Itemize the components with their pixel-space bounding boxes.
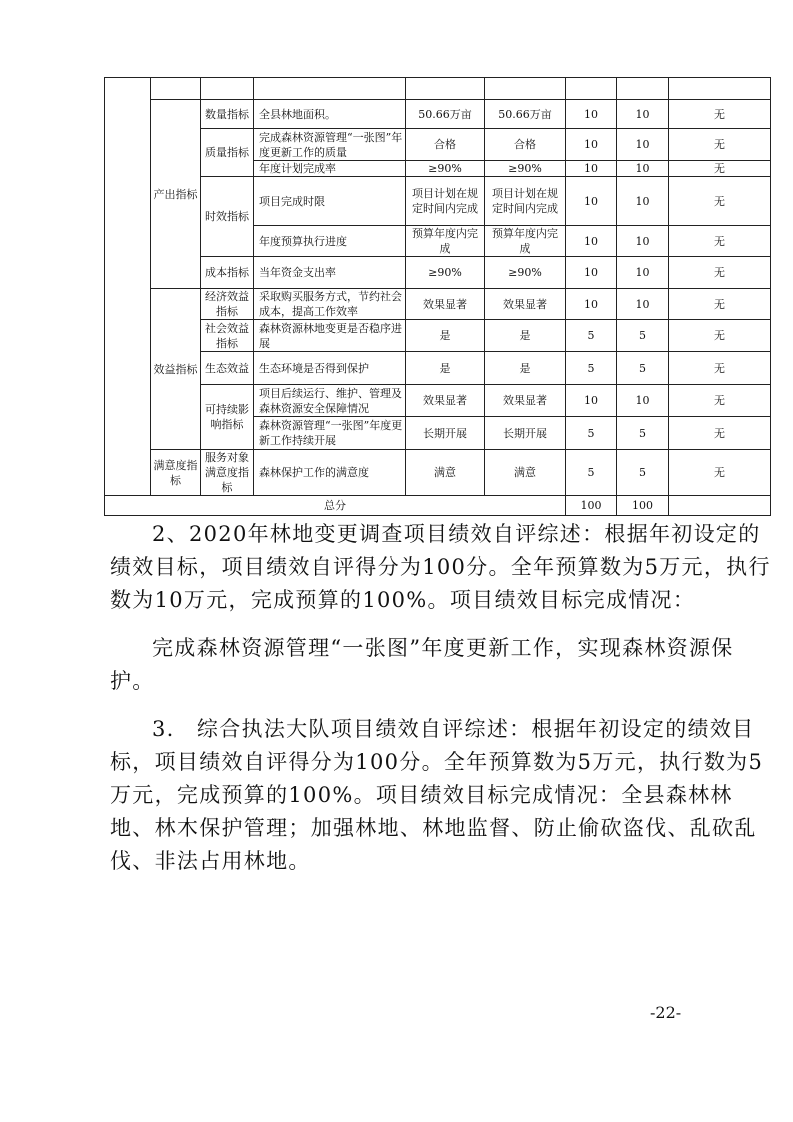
target: 效果显著 <box>406 385 485 417</box>
actual: 是 <box>485 352 566 385</box>
score: 5 <box>617 320 669 352</box>
note: 无 <box>669 161 771 177</box>
note: 无 <box>669 177 771 226</box>
indicator: 全县林地面积。 <box>254 100 406 129</box>
score: 10 <box>617 289 669 320</box>
indicator: 年度计划完成率 <box>254 161 406 177</box>
table-row <box>105 450 771 496</box>
table-row <box>105 100 771 129</box>
score: 5 <box>617 417 669 450</box>
weight: 10 <box>566 257 617 289</box>
weight: 5 <box>566 417 617 450</box>
note: 无 <box>669 257 771 289</box>
actual: 项目计划在规定时间内完成 <box>485 177 566 226</box>
indicator: 完成森林资源管理“一张图”年度更新工作的质量 <box>254 129 406 161</box>
page-number: -22- <box>650 1003 682 1022</box>
target: 预算年度内完成 <box>406 226 485 257</box>
target: 是 <box>406 352 485 385</box>
indicator: 年度预算执行进度 <box>254 226 406 257</box>
target: 50.66万亩 <box>406 100 485 129</box>
actual: 满意 <box>485 450 566 496</box>
paragraph-enforcement: 3. 综合执法大队项目绩效自评综述：根据年初设定的绩效目标，项目绩效自评得分为100分。全年预算数为5万元，执行数为5万元，完成预算的100%。项目绩效目标完成情况：全县森林林地、林木保护管理；加强林地、林地监督、防止偷砍盗伐、乱砍乱伐、非法占用林地。 <box>110 717 764 873</box>
score: 10 <box>617 257 669 289</box>
note: 无 <box>669 352 771 385</box>
sub-cell: 社会效益指标 <box>201 320 254 352</box>
total-row <box>105 496 771 516</box>
score: 5 <box>617 450 669 496</box>
indicator: 当年资金支出率 <box>254 257 406 289</box>
weight: 10 <box>566 177 617 226</box>
paragraph-forest-result: 完成森林资源管理“一张图”年度更新工作，实现森林资源保护。 <box>110 636 734 693</box>
note: 无 <box>669 129 771 161</box>
actual: 合格 <box>485 129 566 161</box>
indicator: 项目完成时限 <box>254 177 406 226</box>
group-cell: 产出指标 <box>151 100 201 289</box>
indicator: 采取购买服务方式，节约社会成本，提高工作效率 <box>254 289 406 320</box>
indicator: 森林资源管理“一张图”年度更新工作持续开展 <box>254 417 406 450</box>
table-row <box>105 289 771 320</box>
note: 无 <box>669 100 771 129</box>
sub-cell: 可持续影响指标 <box>201 385 254 450</box>
sub-cell: 数量指标 <box>201 100 254 129</box>
actual: 效果显著 <box>485 289 566 320</box>
sub-cell: 时效指标 <box>201 177 254 257</box>
weight: 5 <box>566 352 617 385</box>
weight: 10 <box>566 289 617 320</box>
sub-cell: 成本指标 <box>201 257 254 289</box>
indicator: 森林保护工作的满意度 <box>254 450 406 496</box>
target: 长期开展 <box>406 417 485 450</box>
table-row <box>105 257 771 289</box>
score: 10 <box>617 226 669 257</box>
weight: 10 <box>566 226 617 257</box>
note: 无 <box>669 450 771 496</box>
actual: 效果显著 <box>485 385 566 417</box>
actual: 50.66万亩 <box>485 100 566 129</box>
target: ≥90% <box>406 257 485 289</box>
weight: 5 <box>566 320 617 352</box>
paragraph-forest-survey: 2、2020年林地变更调查项目绩效自评综述：根据年初设定的绩效目标，项目绩效自评得分为100分。全年预算数为5万元，执行数为10万元，完成预算的100%。项目绩效目标完成情况： <box>110 522 771 612</box>
table-row <box>105 385 771 417</box>
indicator: 生态环境是否得到保护 <box>254 352 406 385</box>
indicator: 森林资源林地变更是否稳序进展 <box>254 320 406 352</box>
score: 10 <box>617 385 669 417</box>
blank-cell <box>105 78 151 496</box>
total-score: 100 <box>617 496 669 516</box>
note: 无 <box>669 417 771 450</box>
table-row <box>105 320 771 352</box>
sub-cell: 经济效益指标 <box>201 289 254 320</box>
total-label: 总分 <box>105 496 566 516</box>
note: 无 <box>669 385 771 417</box>
score: 5 <box>617 352 669 385</box>
sub-cell: 质量指标 <box>201 129 254 177</box>
performance-table <box>104 77 771 516</box>
weight: 10 <box>566 385 617 417</box>
actual: 是 <box>485 320 566 352</box>
weight: 10 <box>566 129 617 161</box>
weight: 5 <box>566 450 617 496</box>
note: 无 <box>669 289 771 320</box>
group-cell: 效益指标 <box>151 289 201 450</box>
actual: 长期开展 <box>485 417 566 450</box>
actual: ≥90% <box>485 257 566 289</box>
target: ≥90% <box>406 161 485 177</box>
score: 10 <box>617 100 669 129</box>
score: 10 <box>617 177 669 226</box>
score: 10 <box>617 161 669 177</box>
sub-cell: 生态效益 <box>201 352 254 385</box>
target: 是 <box>406 320 485 352</box>
sub-cell: 服务对象满意度指标 <box>201 450 254 496</box>
weight: 10 <box>566 161 617 177</box>
total-weight: 100 <box>566 496 617 516</box>
target: 满意 <box>406 450 485 496</box>
note: 无 <box>669 320 771 352</box>
actual: ≥90% <box>485 161 566 177</box>
score: 10 <box>617 129 669 161</box>
group-cell: 满意度指标 <box>151 450 201 496</box>
table-row <box>105 129 771 161</box>
indicator: 项目后续运行、维护、管理及森林资源安全保障情况 <box>254 385 406 417</box>
target: 合格 <box>406 129 485 161</box>
table-row <box>105 352 771 385</box>
table-row <box>105 177 771 226</box>
weight: 10 <box>566 100 617 129</box>
actual: 预算年度内完成 <box>485 226 566 257</box>
target: 效果显著 <box>406 289 485 320</box>
target: 项目计划在规定时间内完成 <box>406 177 485 226</box>
note: 无 <box>669 226 771 257</box>
